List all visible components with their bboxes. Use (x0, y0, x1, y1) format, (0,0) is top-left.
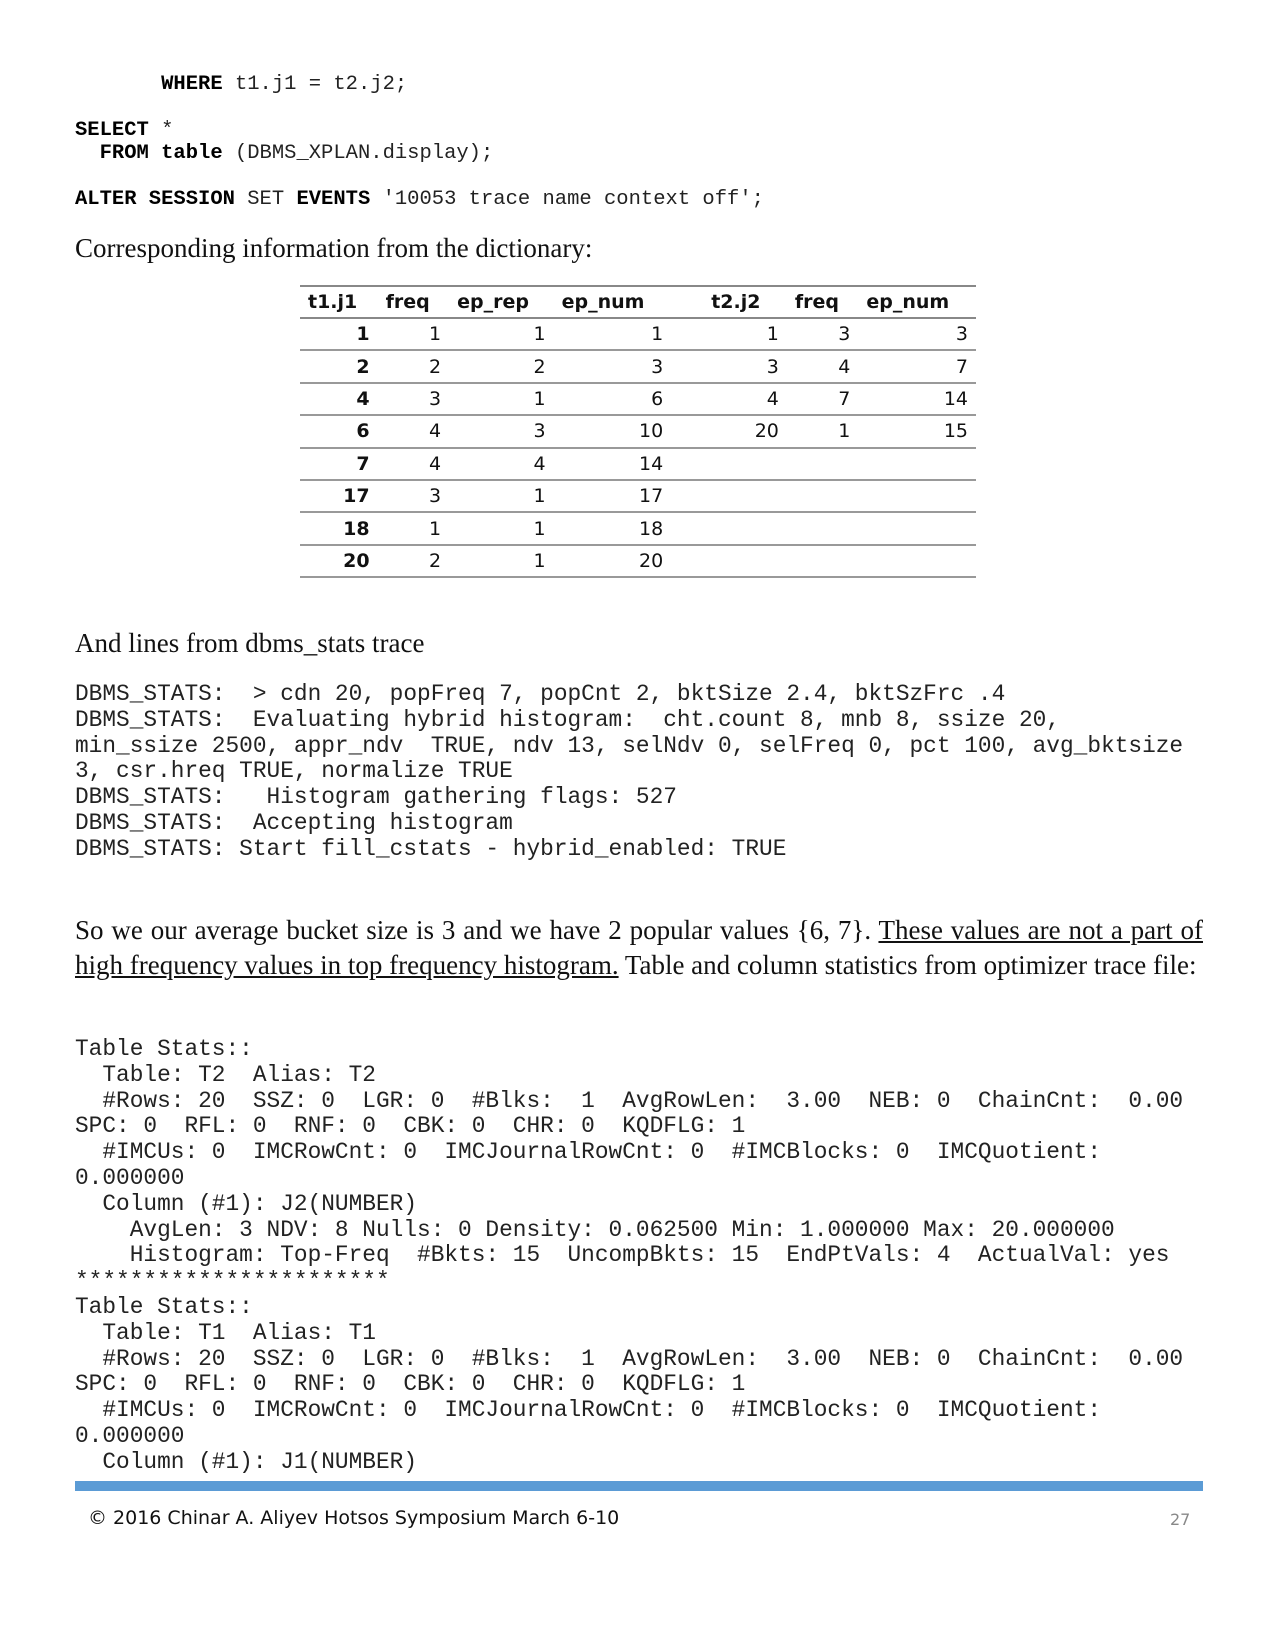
table-cell: 18 (300, 512, 378, 544)
sql-text (75, 142, 100, 165)
table-header-row (300, 286, 976, 318)
sql-text: '10053 trace name context off'; (370, 188, 764, 211)
table-cell (787, 545, 859, 577)
table-cell: 2 (300, 350, 378, 382)
dictionary-table (300, 285, 976, 578)
table-cell (787, 512, 859, 544)
column-header: ep_rep (449, 286, 553, 318)
table-cell (858, 512, 976, 544)
table-cell: 3 (378, 383, 450, 415)
table-cell: 1 (449, 383, 553, 415)
table-cell: 3 (787, 318, 859, 350)
table-cell: 20 (554, 545, 672, 577)
sql-keyword: FROM table (99, 142, 223, 165)
table-cell: 10 (554, 415, 672, 447)
sql-keyword: SELECT (75, 119, 149, 142)
table-cell: 14 (554, 448, 672, 480)
page-number: 27 (1170, 1510, 1191, 1529)
table-cell: 3 (378, 480, 450, 512)
column-header: freq (787, 286, 859, 318)
table-cell: 1 (449, 545, 553, 577)
sql-text: * (148, 119, 174, 142)
sql-keyword: WHERE (161, 73, 223, 96)
column-header: freq (378, 286, 450, 318)
optimizer-trace: Table Stats:: Table: T2 Alias: T2 #Rows: 20 SSZ: 0 LGR: 0 #Blks: 1 AvgRowLen: 3.00 NEB: 0 ChainCnt: 0.00 SPC: 0 RFL: 0 RNF: 0 CBK: 0 CHR: 0 KQDFLG: 1 #IMCUs: 0 IMCRowCnt: 0 IMCJournalRowCnt: 0 #IMCBlocks: 0 IMCQuotient: 0.000000 Column (#1): J2(NUMBER) AvgLen: 3 NDV: 8 Nulls: 0 Density: 0.062500 Min: 1.000000 Max: 20.000000 Histogram: Top-Freq #Bkts: 15 UncompBkts: 15 EndPtVals: 4 ActualVal: yes *********************** Table Stats:: Table: T1 Alias: T1 #Rows: 20 SSZ: 0 LGR: 0 #Blks: 1 AvgRowLen: 3.00 NEB: 0 ChainCnt: 0.00 SPC: 0 RFL: 0 RNF: 0 CBK: 0 CHR: 0 KQDFLG: 1 #IMCUs: 0 IMCRowCnt: 0 IMCJournalRowCnt: 0 #IMCBlocks: 0 IMCQuotient: 0.000000 Column (#1): J1(NUMBER) (75, 1036, 1184, 1475)
table-cell: 15 (858, 415, 976, 447)
table-cell: 4 (378, 448, 450, 480)
table-cell: 3 (671, 350, 787, 382)
table-cell: 4 (787, 350, 859, 382)
table-cell (671, 480, 787, 512)
table-cell: 4 (300, 383, 378, 415)
table-cell: 2 (449, 350, 553, 382)
table-cell: 4 (378, 415, 450, 447)
sql-text (75, 73, 161, 96)
table-cell (671, 448, 787, 480)
table-cell: 6 (300, 415, 378, 447)
table-cell: 7 (787, 383, 859, 415)
heading-dbms-stats: And lines from dbms_stats trace (75, 628, 425, 658)
table-cell: 1 (378, 512, 450, 544)
table-cell (858, 448, 976, 480)
table-cell: 3 (554, 350, 672, 382)
paragraph-text-end: Table and column statistics from optimizer trace file: (618, 949, 1197, 980)
sql-code-block (75, 73, 764, 211)
explanation-paragraph (75, 913, 1203, 983)
table-cell: 14 (858, 383, 976, 415)
table-row (300, 448, 976, 480)
table-row (300, 350, 976, 382)
sql-keyword: EVENTS (296, 188, 371, 211)
table-cell: 4 (671, 383, 787, 415)
table-cell: 1 (671, 318, 787, 350)
footer-divider (75, 1481, 1203, 1491)
sql-line (75, 96, 764, 119)
footer-copyright: © 2016 Chinar A. Aliyev Hotsos Symposium March 6-10 (88, 1507, 620, 1529)
table-cell: 1 (787, 415, 859, 447)
table-cell (787, 480, 859, 512)
sql-keyword: ALTER SESSION (75, 188, 235, 211)
table-cell: 2 (378, 350, 450, 382)
table-row (300, 318, 976, 350)
table-cell: 20 (671, 415, 787, 447)
table-cell: 1 (449, 512, 553, 544)
table-cell: 3 (858, 318, 976, 350)
table-cell: 1 (554, 318, 672, 350)
table-cell: 17 (300, 480, 378, 512)
column-header: t1.j1 (300, 286, 378, 318)
sql-line (75, 73, 764, 96)
table-cell: 20 (300, 545, 378, 577)
table-cell: 1 (449, 318, 553, 350)
table-cell: 17 (554, 480, 672, 512)
table-cell: 3 (449, 415, 553, 447)
sql-line (75, 188, 764, 211)
underlined-statement: These values are not a part of high frequency values in top frequency histogram. (75, 915, 1203, 980)
dbms-stats-trace: DBMS_STATS: > cdn 20, popFreq 7, popCnt 2, bktSize 2.4, bktSzFrc .4 DBMS_STATS: Evaluating hybrid histogram: cht.count 8, mnb 8, ssize 20, min_ssize 2500, appr_ndv TRUE, ndv 13, selNdv 0, selFreq 0, pct 100, avg_bktsize 3, csr.hreq TRUE, normalize TRUE DBMS_STATS: Histogram gathering flags: 527 DBMS_STATS: Accepting histogram DBMS_STATS: Start fill_cstats - hybrid_enabled: TRUE (75, 681, 1184, 862)
table-row (300, 415, 976, 447)
table-cell: 18 (554, 512, 672, 544)
table-cell: 1 (378, 318, 450, 350)
table-row (300, 383, 976, 415)
column-header: ep_num (858, 286, 976, 318)
table-cell: 7 (300, 448, 378, 480)
sql-text: (DBMS_XPLAN.display); (222, 142, 494, 165)
table-cell (787, 448, 859, 480)
table-cell: 1 (449, 480, 553, 512)
table-cell (671, 545, 787, 577)
table-cell: 1 (300, 318, 378, 350)
table-cell (671, 512, 787, 544)
table-row (300, 480, 976, 512)
sql-line (75, 119, 764, 142)
table-row (300, 512, 976, 544)
column-header: t2.j2 (671, 286, 787, 318)
table-cell: 2 (378, 545, 450, 577)
heading-dictionary: Corresponding information from the dictionary: (75, 233, 593, 263)
table-cell (858, 545, 976, 577)
sql-text: SET (234, 188, 297, 211)
sql-line (75, 165, 764, 188)
table-cell (858, 480, 976, 512)
sql-text: t1.j1 = t2.j2; (222, 73, 408, 96)
table-row (300, 545, 976, 577)
paragraph-text: So we our average bucket size is 3 and we have 2 popular values {6, 7}. (75, 915, 879, 945)
table-cell: 7 (858, 350, 976, 382)
sql-line (75, 142, 764, 165)
table-cell: 4 (449, 448, 553, 480)
column-header: ep_num (554, 286, 672, 318)
table-cell: 6 (554, 383, 672, 415)
